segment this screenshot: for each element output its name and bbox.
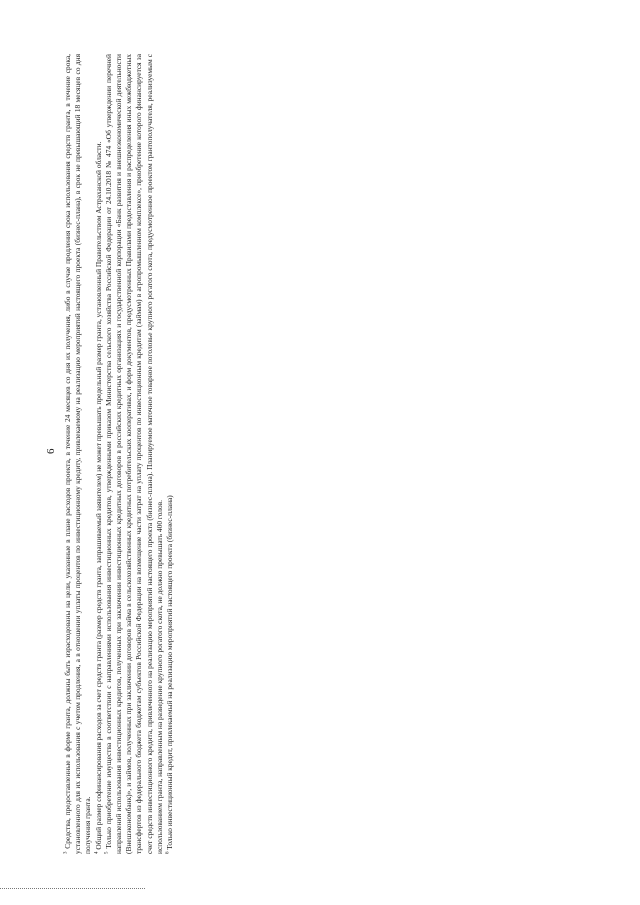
footnote-marker: 4 (94, 851, 100, 854)
page-number: 6 (45, 448, 57, 454)
footnote-6 (165, 54, 175, 854)
footnote-4 (94, 54, 104, 854)
footnote-text: Только инвестиционный кредит, привлекаемый на реализацию мероприятий настоящего проекта (бизнес-плана) (165, 495, 175, 850)
footnote-5 (104, 54, 165, 854)
footnote-text: Средства, предоставленные в форме гранта, должны быть израсходованы на цели, указанные в плане расходов проекта, в течение 24 месяцев со дня их получения, либо в случае продления срока использования средств гранта, в течение срока, установленного для их использования с учетом продления, а в отношении уплаты процентов по инвестиционному кредиту, привлекаемому на реализацию мероприятий настоящего проекта (бизнес-плана), в срок не превышающий 18 месяцев со дня получения гранта. (63, 54, 93, 854)
footnote-marker: 6 (165, 851, 171, 854)
footnotes-block (63, 54, 175, 854)
footnote-text: Только приобретение имущества в соответствии с направлениями использования инвестиционных кредитов, утвержденными приказом Министерства сельского хозяйства Российской Федерации от 24.10.2018 № 474 «Об утверждении перечней направлений использования инвестиционных кредитов, полученных при заключении инвестиционных кредитных договоров в российских кредитных организациях и государственной корпорации «Банк развития и внешнеэкономической деятельности (Внешэкономбанк)», и займов, полученных при заключении договоров займа в сельскохозяйственных кредитных потребительских кооперативах, и форм документов, предусмотренных Правилами предоставления и распределения иных межбюджетных трансфертов из федерального бюджета бюджетам субъектов Российской Федерации на возмещение части затрат на уплату процентов по инвестиционным кредитам (займам) в агропромышленном комплексе», приобретение которого финансируется за счет средств инвестиционного кредита, привлеченного на реализацию мероприятий настоящего проекта (бизнес-плана). Планируемое маточное товарное поголовье крупного рогатого скота, предусмотренное проектом грантополучателя, реализуемым с использованием гранта, направленным на разведение крупного рогатого скота, не должно превышать 400 голов. (103, 54, 164, 854)
rotated-content (45, 54, 255, 854)
footnote-3 (63, 54, 94, 854)
footnote-text: Общий размер софинансирования расходов за счет средств гранта (размер средств гранта, запрашиваемый заявителем) не может превышать предельный размер гранта, установленный Правительством Астраханской области. (93, 141, 103, 850)
footnote-marker: 3 (63, 851, 69, 854)
scan-edge-rule (0, 888, 145, 889)
footnote-marker: 5 (104, 851, 110, 854)
